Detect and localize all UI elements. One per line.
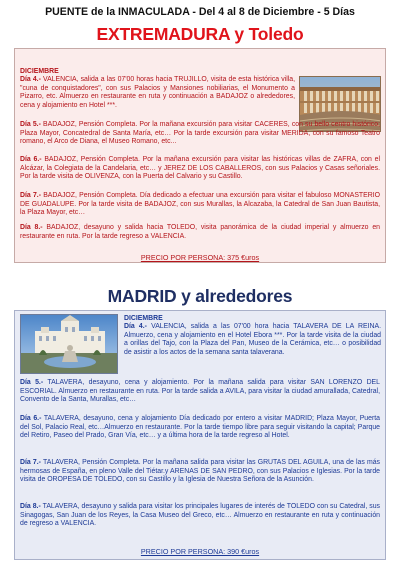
extremadura-day4	[20, 76, 295, 110]
extremadura-day7	[20, 192, 380, 218]
madrid-title: MADRID y alrededores	[107, 286, 293, 306]
madrid-box	[14, 310, 386, 560]
day-text: VALENCIA, salida a las 07'00 hora hacia TALAVERA DE LA REINA. Almuerzo, cena y alojamiento en el Hotel Ebora ***. Por la tarde visita de la ciudad a orillas del Tajo, con la Plaza del Pan, Museo de la Cerámica, etc… o posibilidad de asistir a los actos de la semana santa talaverana.	[124, 323, 381, 356]
page-header: PUENTE de la INMACULADA - Del 4 al 8 de Diciembre - 5 Días	[45, 6, 355, 18]
day-text: BADAJOZ, Pensión Completa. Día dedicado a efectuar una excursión para visitar el fabuloso MONASTERIO DE GUADALUPE. Por la tarde visita de BADAJOZ, con sus Murallas, la Alcazaba, la Catedral de San Juan Bautista, la Plaza Mayor, etc…	[20, 192, 380, 217]
day-label: Día 8.-	[20, 224, 43, 231]
extremadura-box	[14, 48, 386, 263]
day-text: BADAJOZ, Pensión Completa. Por la mañana excursión para visitar las históricas villas de ZAFRA, con el Alcázar, la Colegiata de la Candelaria, etc… y JEREZ DE LOS CABALLEROS, con sus Palacios y Casas señoriales. Por la tarde visita de OLIVENZA, con la Puerta del Calvario y su Castillo.	[20, 156, 380, 181]
day-text: TALAVERA, desayuno, cena y alojamiento. Por la mañana salida para visitar SAN LORENZO DEL ESCORIAL. Almuerzo en restaurante en ruta. Por la tarde salida a AVILA, para visitar la ciudad amurallada, Catedral, Convento de la Santa, Murallas, etc…	[20, 379, 380, 404]
extremadura-day6	[20, 156, 380, 182]
madrid-day6	[20, 415, 380, 441]
day-label: Día 5.-	[20, 379, 44, 386]
madrid-day5	[20, 379, 380, 405]
day-text: TALAVERA, Pensión Completa. Por la mañana salida para visitar las GRUTAS DEL AGUILA, una de las más hermosas de España, en pleno Valle del Tiétar.y ARENAS DE SAN PEDRO, con sus Palacios e Iglesias. Por la tarde visita de OROPESA DE TOLEDO, con su Castillo y la Iglesia de Nuestra Señora de la Asunción.	[20, 459, 380, 484]
extremadura-day8	[20, 224, 380, 241]
day-text: VALENCIA, salida a las 07'00 horas hacia TRUJILLO, visita de esta histórica villa, "cuna de conquistadores", con sus Palacios y Mansiones nobiliarias, el Monumento a Pizarro, etc. Almuerzo en restaurante en ruta y continuación a BADAJOZ o alrededores, cena y alojamiento en Hotel ***.	[20, 76, 295, 109]
extremadura-day5	[20, 121, 380, 147]
madrid-day8	[20, 503, 380, 529]
day-label: Día 4.-	[20, 76, 41, 83]
extremadura-title: EXTREMADURA y Toledo	[96, 24, 304, 44]
madrid-month: DICIEMBRE	[124, 315, 163, 322]
day-label: Día 7.-	[20, 459, 41, 466]
madrid-day7	[20, 459, 380, 485]
day-label: Día 4.-	[124, 323, 147, 330]
day-text: BADAJOZ, Pensión Completa. Por la mañana excursión para visitar CACERES, con su bello centro histórico; Plaza Mayor, Concatedral de Santa María, etc… Por la tarde excursión para visitar MERIDA, con su famoso Teatro romano, el Arco de Diana, el Museo Romano, etc...	[20, 121, 381, 146]
extremadura-price: PRECIO POR PERSONA: 375 €uros	[140, 253, 260, 262]
extremadura-month: DICIEMBRE	[20, 68, 59, 75]
day-text: TALAVERA, desayuno y salida para visitar los principales lugares de interés de TOLEDO con su Catedral, sus Sinagogas, San Juan de los Reyes, la Casa Museo del Greco, etc… Almuerzo en restaurante en ruta y continuación de regreso a VALENCIA.	[20, 503, 380, 528]
day-text: BADAJOZ, desayuno y salida hacia TOLEDO, visita panorámica de la ciudad imperial y almuerzo en restaurante en ruta. Por la tarde regreso a VALENCIA.	[20, 224, 380, 240]
cibeles-fountain-madrid-photo	[20, 314, 118, 374]
madrid-price: PRECIO POR PERSONA: 390 €uros	[140, 547, 260, 556]
day-label: Día 7.-	[20, 192, 41, 199]
madrid-day4	[124, 323, 381, 357]
day-text: TALAVERA, desayuno, cena y alojamiento Día dedicado por entero a visitar MADRID; Plaza Mayor, Puerta del Sol, Palacio Real, etc…Almuerzo en restaurante. Por la tarde tiempo libre para seguir visitando la capital; Parque del Retiro, Paseo del Prado, Gran Vía, etc… y a última hora de la tarde regreso al Hotel.	[20, 415, 380, 440]
day-label: Día 6.-	[20, 415, 42, 422]
day-label: Día 8.-	[20, 503, 41, 510]
day-label: Día 6.-	[20, 156, 42, 163]
day-label: Día 5.-	[20, 121, 41, 128]
